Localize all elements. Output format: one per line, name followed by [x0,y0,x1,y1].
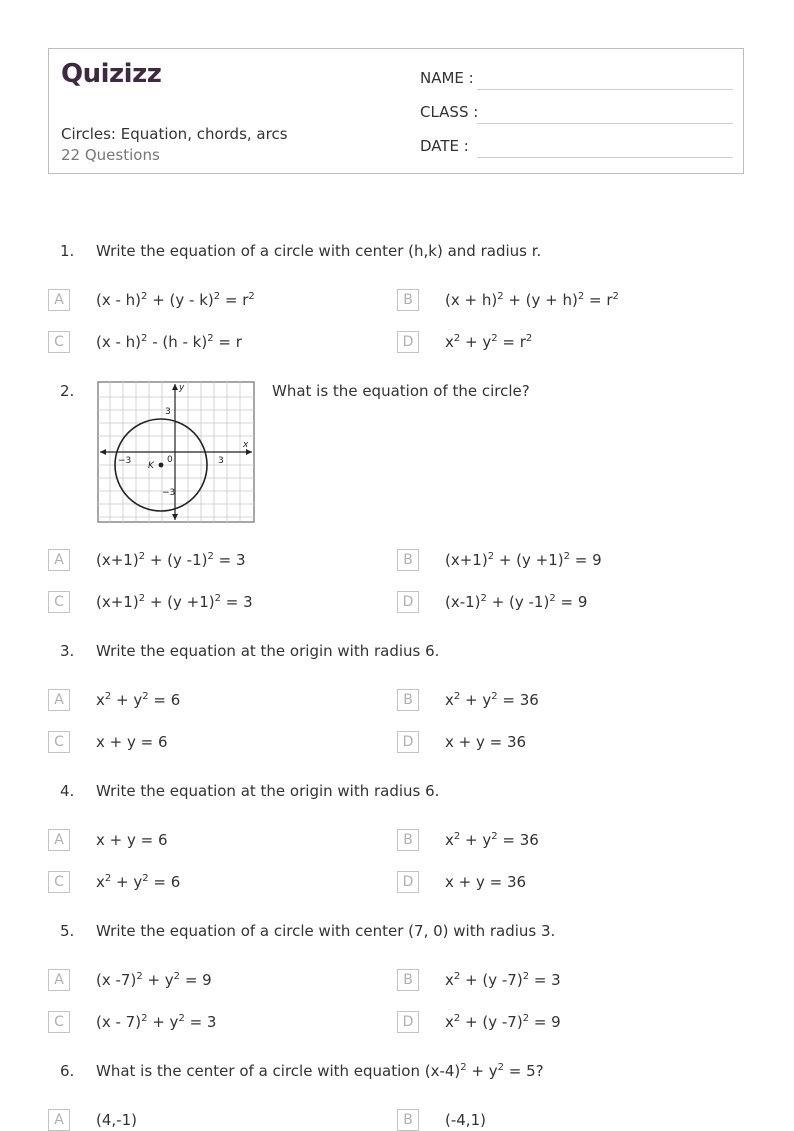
question-count: 22 Questions [61,146,160,164]
option-b-text: $(x+1)^2 + (y +1)^2 = 9$ [445,551,602,569]
option-a-text: $(x+1)^2 + (y$ -1)$^2$ = 3 [96,551,246,569]
question-number: 3. [60,642,75,660]
option-b-box[interactable]: B [397,549,419,571]
option-c-box[interactable]: C [48,731,70,753]
option-b-box[interactable]: B [397,1109,419,1131]
option-d-text: $x^2 + (y$ -7)$^2$ = 9 [445,1013,561,1031]
option-b-box[interactable]: B [397,829,419,851]
question-text: Write the equation at the origin with radius 6. [96,782,440,800]
option-d-text: x + y = 36 [445,733,527,751]
option-c-text: $x^2 + y^2 = 6$ [96,873,181,891]
option-d-box[interactable]: D [397,731,419,753]
question-number: 6. [60,1062,75,1080]
worksheet-header [48,48,744,174]
option-a-box[interactable]: A [48,1109,70,1131]
question-text: What is the center of a circle with equation $(x-4)^2 + y^2 = 5$? [96,1062,544,1080]
circle-graph-figure [97,381,255,523]
option-d-box[interactable]: D [397,591,419,613]
question-number: 4. [60,782,75,800]
y-axis-label: y [179,383,185,393]
center-point [159,463,164,468]
option-a-box[interactable]: A [48,829,70,851]
class-label: CLASS : [420,103,479,121]
option-d-text: x + y = 36 [445,873,527,891]
question-text: Write the equation at the origin with radius 6. [96,642,440,660]
option-b-box[interactable]: B [397,289,419,311]
question-text: Write the equation of a circle with center (7, 0) with radius 3. [96,922,556,940]
option-a-text: $(x - h)^2 + (y - k)^2 = r^2$ [96,291,255,309]
date-label: DATE : [420,137,469,155]
option-b-text: (-4,1) [445,1111,486,1129]
question-number: 5. [60,922,75,940]
option-c-text: $(x - 7)^2 + y^2 = 3$ [96,1013,217,1031]
option-c-box[interactable]: C [48,591,70,613]
option-a-text: (4,-1) [96,1111,137,1129]
x-axis-label: x [243,440,249,450]
question-number: 1. [60,242,75,260]
name-label: NAME : [420,69,474,87]
option-a-box[interactable]: A [48,969,70,991]
option-c-text: $(x+1)^2 + (y +1)^2 = 3$ [96,593,253,611]
option-b-text: $x^2 + y^2 = 36$ [445,691,539,709]
class-line[interactable] [477,123,733,124]
option-b-text: $(x + h)^2 + (y + h)^2 = r^2$ [445,291,619,309]
option-d-box[interactable]: D [397,871,419,893]
option-b-text: $x^2 + y^2 = 36$ [445,831,539,849]
option-b-box[interactable]: B [397,689,419,711]
option-c-text: (x - h)$^2$ - (h - k)$^2$ = r [96,333,242,351]
worksheet-title: Circles: Equation, chords, arcs [61,125,288,143]
origin-label: 0 [167,455,173,465]
name-line[interactable] [477,89,733,90]
question-text: What is the equation of the circle? [272,382,530,400]
tick-neg3-x: −3 [118,456,132,466]
question-number: 2. [60,382,75,400]
option-d-text: $x^2 + y^2 = r^2$ [445,333,533,351]
option-a-text: $x^2 + y^2 = 6$ [96,691,181,709]
option-d-box[interactable]: D [397,1011,419,1033]
option-c-box[interactable]: C [48,331,70,353]
question-text: Write the equation of a circle with center (h,k) and radius r. [96,242,542,260]
center-label: K [148,461,154,471]
option-b-text: $x^2 + (y$ -7)$^2$ = 3 [445,971,561,989]
option-a-box[interactable]: A [48,549,70,571]
tick-neg3-y: −3 [162,488,176,498]
option-a-text: x + y = 6 [96,831,168,849]
option-a-box[interactable]: A [48,289,70,311]
option-a-box[interactable]: A [48,689,70,711]
quizizz-logo: Quizizz [61,59,162,89]
tick-3-y: 3 [165,407,171,417]
option-b-box[interactable]: B [397,969,419,991]
tick-3-x: 3 [218,456,224,466]
option-d-text: $(x-1)^2 + (y$ -1)$^2$ = 9 [445,593,588,611]
option-a-text: (x $-7)^2 + y^2 = 9$ [96,971,212,989]
option-c-box[interactable]: C [48,871,70,893]
date-line[interactable] [477,157,733,158]
option-c-text: x + y = 6 [96,733,168,751]
option-d-box[interactable]: D [397,331,419,353]
option-c-box[interactable]: C [48,1011,70,1033]
